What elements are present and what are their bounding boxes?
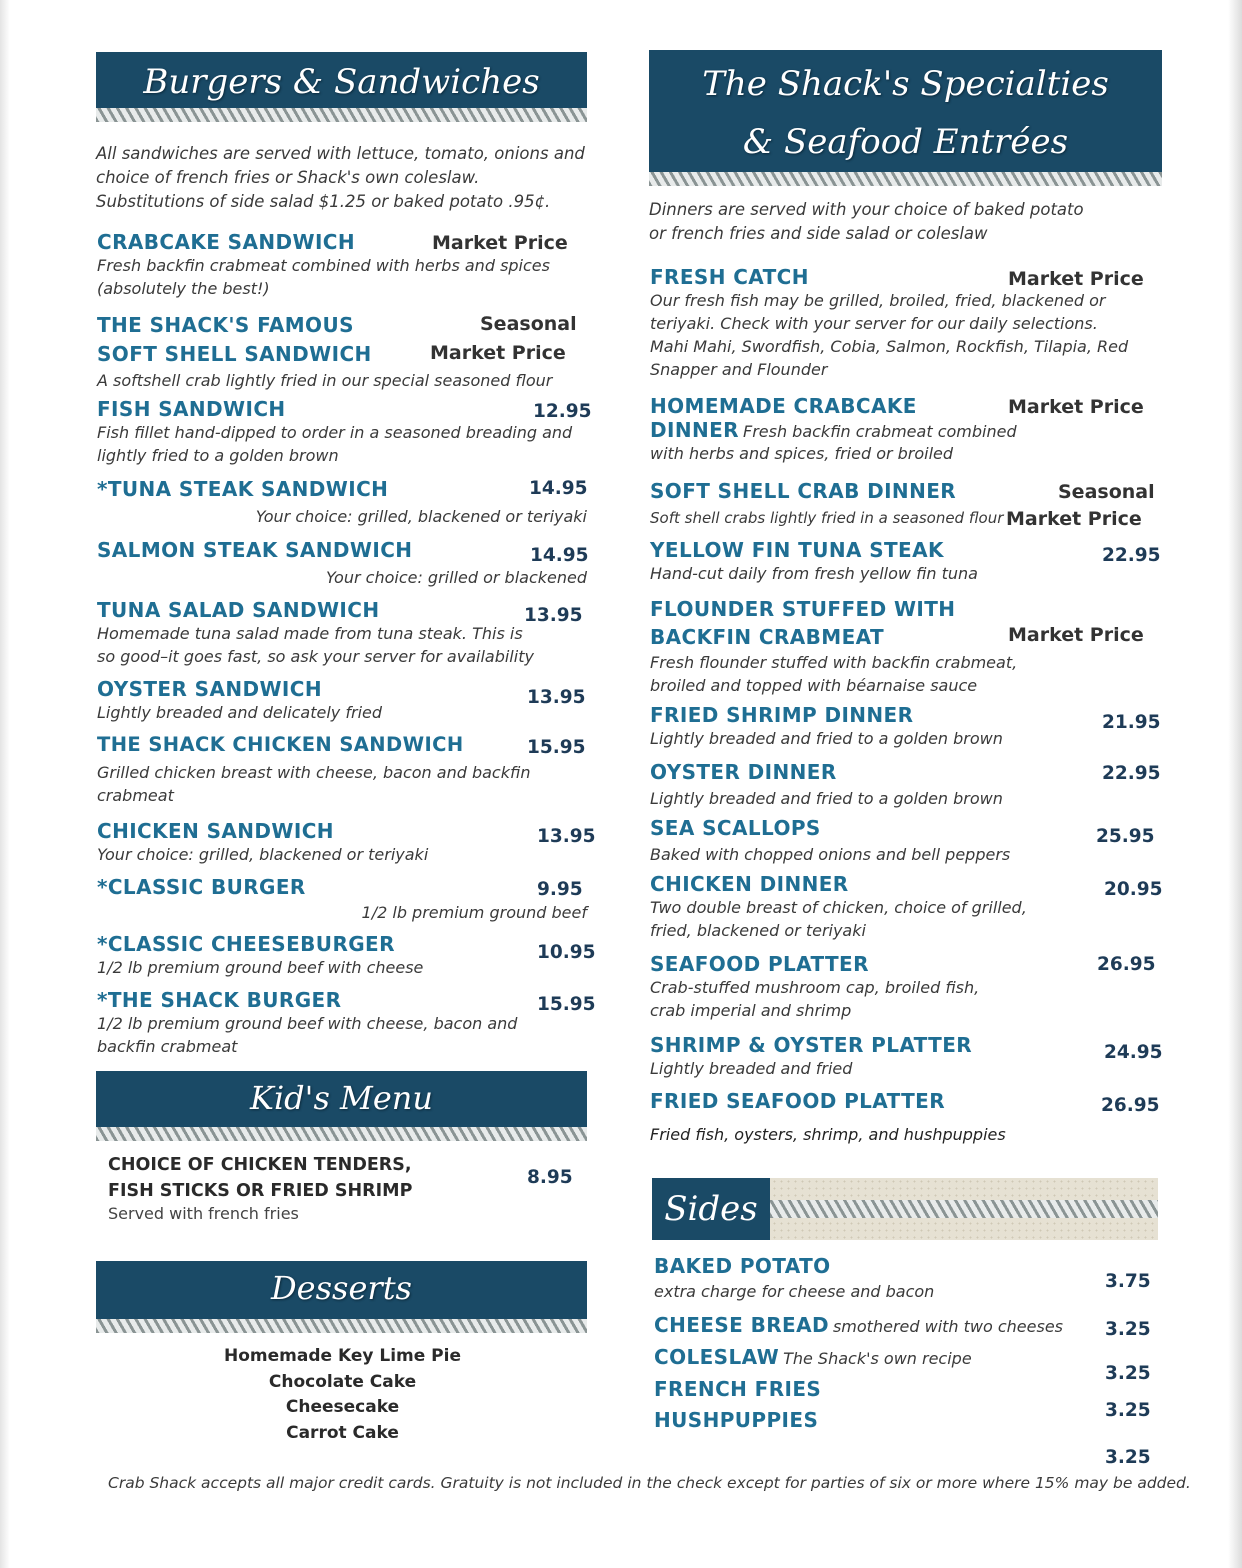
item-desc: 1/2 lb premium ground beef with cheese, bacon and backfin crabmeat: [97, 1014, 518, 1056]
item-price: 21.95: [1102, 712, 1161, 733]
dessert-item: Homemade Key Lime Pie: [224, 1346, 461, 1366]
kids-banner: [96, 1071, 587, 1141]
item-name: FRENCH FRIES: [654, 1377, 822, 1401]
item-desc: Your choice: grilled, blackened or teriyaki: [255, 507, 587, 526]
rope-divider: [96, 108, 587, 122]
desserts-title: Desserts: [271, 1269, 412, 1307]
item-price: Market Price: [1008, 268, 1144, 290]
kids-item: [108, 1152, 528, 1223]
item-name: CRABCAKE SANDWICH: [97, 230, 356, 254]
item-price: 26.95: [1097, 954, 1156, 975]
item-name: TUNA SALAD SANDWICH: [97, 598, 380, 622]
kids-item-line2: FISH STICKS OR FRIED SHRIMP: [108, 1181, 413, 1201]
item-name: THE SHACK'S FAMOUS: [97, 313, 354, 337]
item-desc: smothered with two cheeses: [832, 1317, 1064, 1336]
item-name: FRIED SHRIMP DINNER: [650, 703, 914, 727]
item-price: 22.95: [1102, 545, 1161, 566]
menu-item: [650, 952, 1160, 1022]
menu-item: [97, 477, 587, 528]
item-name: CHICKEN SANDWICH: [97, 819, 334, 843]
item-desc: with herbs and spices, fried or broiled: [650, 444, 954, 463]
item-price: Market Price: [430, 342, 566, 364]
menu-item: [650, 760, 1160, 810]
item-desc: Fish fillet hand-dipped to order in a seasoned breading and lightly fried to a golden brown: [97, 423, 573, 465]
item-desc: Homemade tuna salad made from tuna steak. This is so good–it goes fast, so ask your server for availability: [97, 624, 534, 666]
burgers-title: Burgers & Sandwiches: [143, 62, 540, 102]
menu-item: [650, 703, 1160, 750]
item-name: *CLASSIC BURGER: [97, 875, 306, 899]
side-item: [654, 1345, 1114, 1369]
item-name: YELLOW FIN TUNA STEAK: [650, 538, 944, 562]
item-price: Market Price: [432, 232, 568, 254]
item-name: *THE SHACK BURGER: [97, 988, 342, 1012]
menu-item: [97, 397, 587, 467]
burgers-intro: All sandwiches are served with lettuce, tomato, onions and choice of french fries or Shack's own coleslaw. Substitutions of side salad $1.25 or baked potato .95¢.: [96, 144, 585, 211]
item-price: 13.95: [527, 687, 586, 708]
item-name: SEAFOOD PLATTER: [650, 952, 869, 976]
item-name: SEA SCALLOPS: [650, 816, 821, 840]
menu-item: [650, 816, 1160, 866]
item-name: *TUNA STEAK SANDWICH: [97, 477, 389, 501]
item-name: HOMEMADE CRABCAKE: [650, 394, 917, 418]
item-desc: Grilled chicken breast with cheese, bacon and backfin crabmeat: [97, 763, 531, 805]
menu-item: [97, 875, 587, 924]
item-desc: Fresh backfin crabmeat combined: [742, 422, 1017, 441]
kids-item-line1: CHOICE OF CHICKEN TENDERS,: [108, 1155, 412, 1175]
item-desc: Baked with chopped onions and bell peppers: [650, 845, 1011, 864]
item-desc: Fried fish, oysters, shrimp, and hushpuppies: [650, 1125, 1006, 1144]
item-desc: Fresh flounder stuffed with backfin crabmeat, broiled and topped with béarnaise sauce: [650, 653, 1018, 695]
item-desc: Your choice: grilled or blackened: [326, 568, 587, 587]
rope-divider: [96, 1127, 587, 1141]
item-price: 13.95: [537, 826, 596, 847]
item-desc: The Shack's own recipe: [783, 1349, 972, 1368]
item-price: 9.95: [537, 879, 583, 900]
item-price: Seasonal: [480, 313, 577, 335]
item-price: 3.25: [1105, 1447, 1151, 1468]
item-name: FRIED SEAFOOD PLATTER: [650, 1089, 946, 1113]
item-name: HUSHPUPPIES: [654, 1408, 819, 1432]
menu-item: [97, 988, 587, 1058]
item-desc: Lightly breaded and fried to a golden brown: [650, 729, 1003, 748]
item-desc: Lightly breaded and delicately fried: [97, 703, 383, 722]
item-price: Seasonal: [1058, 481, 1155, 503]
item-price: 10.95: [537, 942, 596, 963]
item-name: FLOUNDER STUFFED WITH: [650, 597, 956, 621]
specialties-banner: [649, 50, 1162, 186]
item-name: *CLASSIC CHEESEBURGER: [97, 932, 395, 956]
item-name: FRESH CATCH: [650, 265, 809, 289]
item-price: 15.95: [527, 737, 586, 758]
menu-item: [97, 538, 587, 589]
item-price: 12.95: [533, 401, 592, 422]
kids-title: Kid's Menu: [250, 1079, 433, 1117]
item-desc: 1/2 lb premium ground beef: [361, 903, 587, 922]
rope-divider: [770, 1200, 1158, 1218]
item-desc: Our fresh fish may be grilled, broiled, fried, blackened or teriyaki. Check with your server for our daily selections. Mahi Mahi, Swordfish, Cobia, Salmon, Rockfish, Tilapia, Red Snapper and Flounder: [650, 291, 1129, 379]
item-desc: Your choice: grilled, blackened or teriyaki: [97, 845, 429, 864]
item-price: 15.95: [537, 994, 596, 1015]
item-desc: 1/2 lb premium ground beef with cheese: [97, 958, 424, 977]
item-desc: Soft shell crabs lightly fried in a seasoned flour: [650, 509, 1004, 527]
item-name: DINNER: [650, 418, 739, 442]
menu-item: [97, 733, 587, 807]
item-price: 25.95: [1096, 826, 1155, 847]
item-desc: Lightly breaded and fried: [650, 1059, 853, 1078]
specialties-title-line1: The Shack's Specialties: [702, 64, 1109, 104]
item-price: 22.95: [1102, 763, 1161, 784]
item-price: 14.95: [530, 545, 589, 566]
item-price: 3.25: [1105, 1319, 1151, 1340]
dessert-item: Cheesecake: [285, 1397, 400, 1417]
menu-item: [97, 819, 587, 866]
item-name-row: [650, 418, 1160, 442]
dessert-item: Carrot Cake: [286, 1423, 399, 1443]
item-name: SOFT SHELL CRAB DINNER: [650, 479, 957, 503]
item-price: Market Price: [1006, 508, 1142, 530]
item-name: FISH SANDWICH: [97, 397, 286, 421]
sides-title: Sides: [652, 1178, 770, 1240]
sides-banner: [652, 1178, 1158, 1240]
item-desc: extra charge for cheese and bacon: [654, 1282, 935, 1301]
item-price: 24.95: [1104, 1042, 1163, 1063]
item-desc: Lightly breaded and fried to a golden brown: [650, 789, 1003, 808]
item-desc: Two double breast of chicken, choice of grilled, fried, blackened or teriyaki: [650, 898, 1027, 940]
item-name: OYSTER SANDWICH: [97, 677, 322, 701]
item-name: BACKFIN CRABMEAT: [650, 625, 885, 649]
item-name: COLESLAW: [654, 1345, 780, 1369]
menu-item: [650, 1033, 1160, 1080]
item-name: SALMON STEAK SANDWICH: [97, 538, 413, 562]
item-price: 3.25: [1105, 1400, 1151, 1421]
footer-note: Crab Shack accepts all major credit cards. Gratuity is not included in the check except for parties of six or more where 15% may be added.: [108, 1474, 1191, 1492]
item-price: 26.95: [1101, 1095, 1160, 1116]
burgers-banner: [96, 52, 587, 122]
kids-price: 8.95: [527, 1167, 573, 1188]
item-name: BAKED POTATO: [654, 1254, 831, 1278]
specialties-intro: Dinners are served with your choice of baked potato or french fries and side salad or coleslaw: [649, 200, 1084, 243]
rope-divider: [96, 1319, 587, 1333]
item-price: 3.25: [1105, 1363, 1151, 1384]
menu-item: [650, 595, 1160, 697]
item-name: SOFT SHELL SANDWICH: [97, 342, 372, 366]
item-desc: Crab-stuffed mushroom cap, broiled fish, crab imperial and shrimp: [650, 978, 980, 1020]
menu-item: [650, 538, 1160, 585]
item-name: CHICKEN DINNER: [650, 872, 849, 896]
dessert-item: Chocolate Cake: [268, 1372, 417, 1392]
kids-item-desc: Served with french fries: [108, 1204, 299, 1223]
item-price: 20.95: [1104, 879, 1163, 900]
menu-item: [97, 598, 587, 668]
desserts-banner: [96, 1261, 587, 1333]
item-name: OYSTER DINNER: [650, 760, 837, 784]
item-name: SHRIMP & OYSTER PLATTER: [650, 1033, 973, 1057]
item-desc: A softshell crab lightly fried in our special seasoned flour: [97, 371, 553, 390]
page-edge-right: [1228, 0, 1242, 1568]
specialties-title-line2: & Seafood Entrées: [742, 122, 1069, 162]
menu-item: [97, 677, 587, 724]
side-item: [654, 1408, 1094, 1432]
menu-item: [650, 1089, 1160, 1146]
item-price: 14.95: [529, 478, 588, 499]
menu-item: [650, 872, 1160, 942]
item-price: Market Price: [1008, 624, 1144, 646]
menu-item: [97, 932, 587, 979]
item-name: THE SHACK CHICKEN SANDWICH: [97, 733, 464, 756]
item-desc: Fresh backfin crabmeat combined with herbs and spices (absolutely the best!): [97, 256, 550, 298]
item-price: 13.95: [524, 605, 583, 626]
side-item: [654, 1313, 1114, 1337]
item-price: 3.75: [1105, 1271, 1151, 1292]
item-price: Market Price: [1008, 396, 1144, 418]
item-desc: Hand-cut daily from fresh yellow fin tuna: [650, 564, 978, 583]
side-item: [654, 1377, 1094, 1401]
page-edge-left: [0, 0, 10, 1568]
item-name: CHEESE BREAD: [654, 1313, 829, 1337]
rope-divider: [649, 172, 1162, 186]
side-item: [654, 1254, 1094, 1303]
